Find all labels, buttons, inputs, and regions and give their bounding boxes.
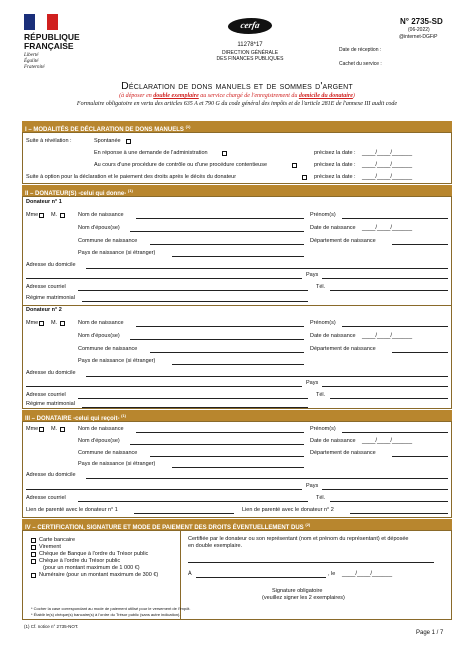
precisez-date-3: précisez la date : <box>314 174 356 180</box>
nom-naissance-d2: Nom de naissance <box>78 320 124 326</box>
tel-line-d2[interactable] <box>330 398 448 399</box>
cheque-tresor-label: Chèque à l'ordre du Trésor public <box>39 558 121 564</box>
controle-label: Au cours d'une procédure de contrôle ou d'une procédure contentieuse <box>94 162 268 168</box>
pays-naissance-d2: Pays de naissance (si étranger) <box>78 358 156 364</box>
motto-egalite: Égalité <box>24 59 39 64</box>
date-field-3[interactable]: ____/____/______ <box>362 174 413 180</box>
commune-line-dt[interactable] <box>150 456 304 457</box>
date-naissance-field-d2[interactable]: ____/____/______ <box>362 333 413 339</box>
lien2-line[interactable] <box>350 513 448 514</box>
lien1-line[interactable] <box>134 513 234 514</box>
adresse-line1-dt[interactable] <box>86 478 448 479</box>
footer-notice: (1) Cf. notice n° 2735-NOT. <box>24 624 79 629</box>
demande-admin-label: En réponse à une demande de l'administration <box>94 150 208 156</box>
date-naissance-d1: Date de naissance <box>310 225 356 231</box>
regime-d2: Régime matrimonial <box>26 401 75 407</box>
date-le-label: , le <box>328 571 336 577</box>
regime-line-d2[interactable] <box>82 407 308 408</box>
option-deces-checkbox[interactable] <box>302 175 307 180</box>
precisez-date-2: précisez la date : <box>314 162 356 168</box>
lieu-line[interactable] <box>196 577 326 578</box>
marianne-flag-icon <box>24 14 58 30</box>
motto-liberte: Liberté <box>24 53 39 58</box>
section3-box <box>22 421 452 518</box>
form-version: (06-2022) <box>408 27 430 33</box>
cachet-label: Cachet du service : <box>339 61 382 67</box>
nom-epoux-line-dt[interactable] <box>130 444 304 445</box>
rf-line2: FRANÇAISE <box>24 41 74 51</box>
spontanee-checkbox[interactable] <box>126 139 131 144</box>
numeraire-checkbox[interactable] <box>31 573 36 578</box>
mme-checkbox-dt[interactable] <box>39 427 44 432</box>
pays-d1: Pays <box>306 272 319 278</box>
pays-line-d1[interactable] <box>322 278 448 279</box>
adresse-d2: Adresse du domicile <box>26 370 76 376</box>
dgfip-line1: DIRECTION GÉNÉRALE <box>221 50 279 56</box>
date-reception-label: Date de réception : <box>339 47 382 53</box>
courriel-d1: Adresse courriel <box>26 284 66 290</box>
adresse-line2-d1[interactable] <box>26 278 302 279</box>
mme-checkbox-d2[interactable] <box>39 321 44 326</box>
signature-note: (veuillez signer les 2 exemplaires) <box>262 595 345 601</box>
section3-bar: III – DONATAIRE -celui qui reçoit- $^{(1)}$ <box>22 410 452 421</box>
paiement-note1: * Cocher la case correspondant au mode de paiement utilisé pour le versement de l'impôt. <box>31 606 191 611</box>
demande-admin-checkbox[interactable] <box>222 151 227 156</box>
pays-d2: Pays <box>306 380 319 386</box>
cerfa-logo: cerfa <box>227 18 274 34</box>
date-naissance-d2: Date de naissance <box>310 333 356 339</box>
adresse-line2-d2[interactable] <box>26 386 302 387</box>
section4-bar: IV – CERTIFICATION, SIGNATURE ET MODE DE PAIEMENT DES DROITS ÉVENTUELLEMENT DUS $^{(2)}$ <box>22 519 452 530</box>
nom-epoux-d2: Nom d'époux(se) <box>78 333 120 339</box>
m-label-d1: M. <box>51 212 58 218</box>
adresse-dt: Adresse du domicile <box>26 472 76 478</box>
m-checkbox-dt[interactable] <box>60 427 65 432</box>
spontanee-label: Spontanée <box>94 138 121 144</box>
mme-label-d1: Mme <box>26 212 39 218</box>
adresse-line1-d1[interactable] <box>86 268 448 269</box>
m-label-d2: M. <box>51 320 58 326</box>
cerfa-number: 11278*17 <box>237 42 263 48</box>
nom-epoux-line-d1[interactable] <box>130 231 304 232</box>
option-deces-label: Suite à option pour la déclaration et le paiement des droits après le décès du donateur <box>26 174 237 180</box>
suite-revelation-label: Suite à révélation : <box>26 138 72 144</box>
pays-naissance-dt: Pays de naissance (si étranger) <box>78 461 156 467</box>
mme-label-d2: Mme <box>26 320 39 326</box>
rf-line1: RÉPUBLIQUE <box>24 32 80 42</box>
signature-label: Signature obligatoire <box>272 588 323 594</box>
commune-dt: Commune de naissance <box>78 450 138 456</box>
lien2-label: Lien de parenté avec le donateur n° 2 <box>242 507 334 513</box>
controle-checkbox[interactable] <box>292 163 297 168</box>
tel-d1: Tél. <box>316 284 326 290</box>
commune-d1: Commune de naissance <box>78 238 138 244</box>
pays-naissance-line-d2[interactable] <box>172 364 304 365</box>
pays-line-dt[interactable] <box>322 489 448 490</box>
dgfip-line2: DES FINANCES PUBLIQUES <box>216 56 284 62</box>
nom-epoux-d1: Nom d'époux(se) <box>78 225 120 231</box>
numeraire-label: Numéraire (pour un montant maximum de 300 €) <box>39 572 159 578</box>
departement-line-d1[interactable] <box>392 244 448 245</box>
cheque-tresor-checkbox[interactable] <box>31 559 36 564</box>
nom-naissance-line-d1[interactable] <box>136 218 304 219</box>
nom-naissance-line-dt[interactable] <box>136 432 304 433</box>
donateur1-title: Donateur n° 1 <box>26 199 62 205</box>
regime-line-d1[interactable] <box>82 301 308 302</box>
certification-line1: Certifiée par le donateur ou son représentant (nom et prénom du représentant) et déposée <box>188 536 409 542</box>
certification-line2: en double exemplaire. <box>188 543 243 549</box>
pays-naissance-line-d1[interactable] <box>172 256 304 257</box>
pays-line-d2[interactable] <box>322 386 448 387</box>
m-checkbox-d2[interactable] <box>60 321 65 326</box>
tel-d2: Tél. <box>316 392 326 398</box>
mme-checkbox-d1[interactable] <box>39 213 44 218</box>
prenoms-d1: Prénom(s) <box>310 212 336 218</box>
departement-d1: Département de naissance <box>310 238 376 244</box>
legal-mention: Formulaire obligatoire en vertu des articles 635 A et 790 G du code général des impôts et de l'article 281E de l'annexe III audit code <box>76 101 398 107</box>
nom-naissance-line-d2[interactable] <box>136 326 304 327</box>
pays-naissance-line-dt[interactable] <box>172 467 304 468</box>
form-source: @internet-DGFiP <box>399 34 438 40</box>
prenoms-dt: Prénom(s) <box>310 426 336 432</box>
motto-fraternite: Fraternité <box>24 65 45 70</box>
page-number: Page 1 / 7 <box>416 630 444 636</box>
virement-label: Virement <box>39 544 61 550</box>
form-number: N° 2735-SD <box>400 17 443 26</box>
courriel-d2: Adresse courriel <box>26 392 66 398</box>
prenoms-line-d2[interactable] <box>342 326 448 327</box>
prenoms-line-d1[interactable] <box>342 218 448 219</box>
precisez-date-1: précisez la date : <box>314 150 356 156</box>
nom-epoux-line-d2[interactable] <box>130 339 304 340</box>
date-naissance-field-dt[interactable]: ____/____/______ <box>362 438 413 444</box>
nom-epoux-dt: Nom d'époux(se) <box>78 438 120 444</box>
cheque-banque-label: Chèque de Banque à l'ordre du Trésor public <box>39 551 149 557</box>
donateur2-title: Donateur n° 2 <box>26 307 62 313</box>
departement-line-d2[interactable] <box>392 352 448 353</box>
adresse-line2-dt[interactable] <box>26 489 302 490</box>
signature-date-field[interactable]: ____/____/______ <box>342 571 393 577</box>
page-title: Déclaration de dons manuels et de sommes d'argent <box>121 80 353 92</box>
date-field-1[interactable]: ____/____/______ <box>362 150 413 156</box>
lien1-label: Lien de parenté avec le donateur n° 1 <box>26 507 118 513</box>
departement-line-dt[interactable] <box>392 456 448 457</box>
mme-label-dt: Mme <box>26 426 39 432</box>
paiement-note2: * Établir le(s) chèque(s) bancaire(s) à l'ordre du Trésor public (sans autre indication). <box>31 612 181 617</box>
prenoms-line-dt[interactable] <box>342 432 448 433</box>
date-field-2[interactable]: ____/____/______ <box>362 162 413 168</box>
carte-label: Carte bancaire <box>39 537 76 543</box>
prenoms-d2: Prénom(s) <box>310 320 336 326</box>
adresse-d1: Adresse du domicile <box>26 262 76 268</box>
commune-d2: Commune de naissance <box>78 346 138 352</box>
departement-dt: Département de naissance <box>310 450 376 456</box>
pays-dt: Pays <box>306 483 319 489</box>
tel-line-dt[interactable] <box>330 501 448 502</box>
courriel-line-d2[interactable] <box>78 398 308 399</box>
tel-line-d1[interactable] <box>330 290 448 291</box>
regime-d1: Régime matrimonial <box>26 295 75 301</box>
nom-naissance-dt: Nom de naissance <box>78 426 124 432</box>
virement-checkbox[interactable] <box>31 545 36 550</box>
carte-checkbox[interactable] <box>31 538 36 543</box>
courriel-line-dt[interactable] <box>78 501 308 502</box>
commune-line-d1[interactable] <box>150 244 304 245</box>
section1-bar: I – MODALITÉS DE DÉCLARATION DE DONS MANUELS $^{(1)}$ <box>22 121 452 132</box>
courriel-line-d1[interactable] <box>78 290 308 291</box>
date-naissance-field-d1[interactable]: ____/____/______ <box>362 225 413 231</box>
courriel-dt: Adresse courriel <box>26 495 66 501</box>
cheque-tresor-note: (pour un montant maximum de 1 000 €) <box>43 565 140 571</box>
date-naissance-dt: Date de naissance <box>310 438 356 444</box>
lieu-a-label: À <box>188 571 192 577</box>
m-checkbox-d1[interactable] <box>60 213 65 218</box>
pays-naissance-d1: Pays de naissance (si étranger) <box>78 250 156 256</box>
nom-naissance-d1: Nom de naissance <box>78 212 124 218</box>
cheque-banque-checkbox[interactable] <box>31 552 36 557</box>
adresse-line1-d2[interactable] <box>86 376 448 377</box>
departement-d2: Département de naissance <box>310 346 376 352</box>
m-label-dt: M. <box>51 426 58 432</box>
commune-line-d2[interactable] <box>150 352 304 353</box>
representant-line[interactable] <box>188 562 434 563</box>
republique-logo <box>24 14 94 79</box>
subtitle-red: (à déposer en double exemplaire au service chargé de l'enregistrement du domicile du donataire) <box>119 93 355 99</box>
tel-dt: Tél. <box>316 495 326 501</box>
section2-bar: II – DONATEUR(S) -celui qui donne- $^{(1)}$ <box>22 185 452 196</box>
donateur-divider <box>22 305 452 306</box>
